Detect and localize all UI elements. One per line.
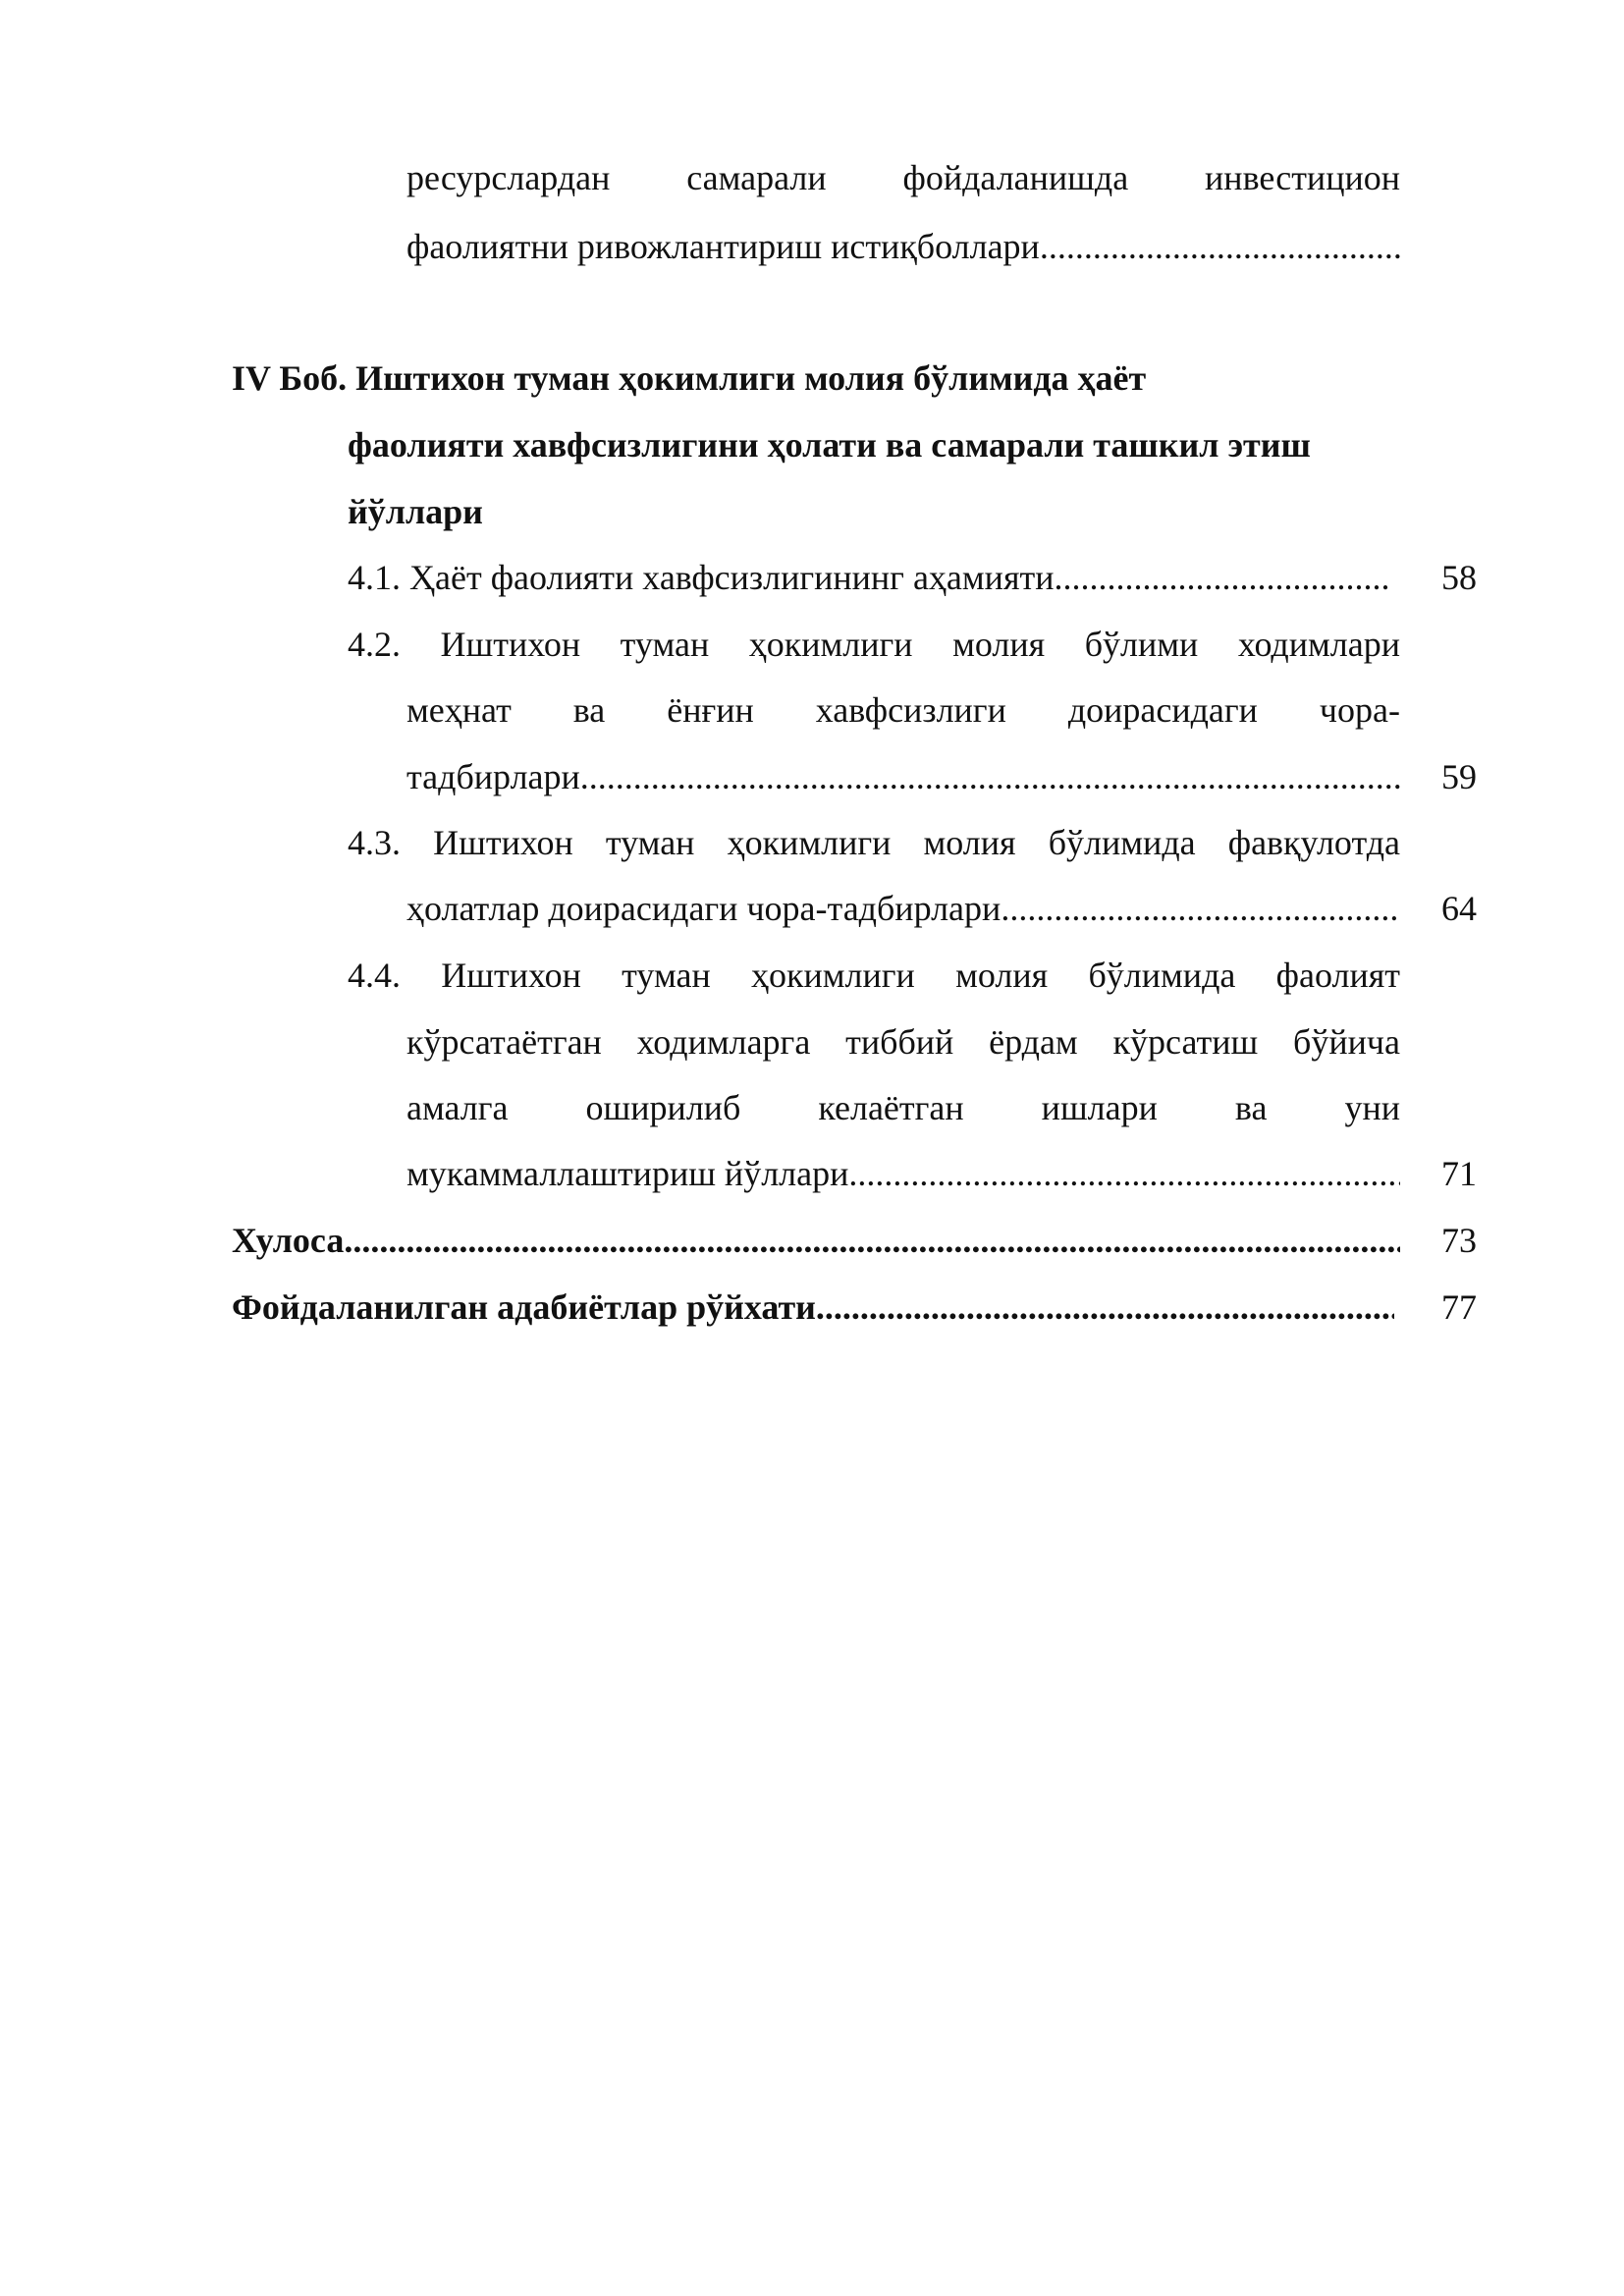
toc-entry-4-4-line4-text: мукаммаллаштириш йўллари <box>406 1154 849 1193</box>
chapter-4-title-line3: йўллари <box>348 492 483 531</box>
toc-entry-4-2-line3-text: тадбирлари <box>406 757 580 796</box>
toc-entry-4-1-text: 4.1. Ҳаёт фаолияти хавфсизлигининг аҳамияти <box>348 558 1055 597</box>
prev-entry-line1: ресурслардан самарали фойдаланишда инвестицион <box>406 158 1400 197</box>
dot-leader <box>580 754 1400 799</box>
chapter-4-title-line2: фаолияти хавфсизлигини ҳолати ва самарали ташкил этиш <box>348 425 1311 465</box>
toc-entry-4-3-line2 <box>406 886 1400 931</box>
toc-entry-4-3-line2-text: ҳолатлар доирасидаги чора-тадбирлари <box>406 889 1001 928</box>
toc-entry-conclusion-text: Хулоса <box>232 1221 345 1260</box>
dot-leader <box>1055 555 1390 600</box>
toc-entry-4-1-page: 58 <box>1441 558 1477 597</box>
prev-entry-line2 <box>406 224 1400 269</box>
toc-entry-4-2-line2: меҳнат ва ёнғин хавфсизлиги доирасидаги чора- <box>406 690 1400 730</box>
dot-leader <box>344 1218 1400 1263</box>
toc-entry-references-text: Фойдаланилган адабиётлар рўйхати <box>232 1287 816 1327</box>
prev-entry-line2-text: фаолиятни ривожлантириш истиқболлари <box>406 227 1040 266</box>
toc-entry-4-4-line1[interactable]: 4.4. Иштихон туман ҳокимлиги молия бўлимида фаолият <box>348 956 1400 995</box>
chapter-4-title-line1: IV Боб. Иштихон туман ҳокимлиги молия бўлимида ҳаёт <box>232 358 1147 398</box>
toc-entry-4-4-line3: амалга оширилиб келаётган ишлари ва уни <box>406 1088 1400 1127</box>
dot-leader <box>1040 224 1400 269</box>
dot-leader <box>848 1151 1400 1196</box>
toc-entry-4-4-page: 71 <box>1441 1154 1477 1193</box>
toc-entry-4-2-line3 <box>406 754 1400 799</box>
toc-entry-4-2-page: 59 <box>1441 757 1477 796</box>
toc-entry-4-4-line4 <box>406 1151 1400 1196</box>
toc-entry-references[interactable] <box>232 1285 1394 1330</box>
dot-leader <box>1001 886 1400 931</box>
toc-entry-conclusion-page: 73 <box>1441 1221 1477 1260</box>
toc-entry-4-3-page: 64 <box>1441 889 1477 928</box>
toc-entry-conclusion[interactable] <box>232 1218 1400 1263</box>
toc-entry-4-4-line2: кўрсатаётган ходимларга тиббий ёрдам кўрсатиш бўйича <box>406 1022 1400 1062</box>
toc-entry-references-page: 77 <box>1441 1287 1477 1327</box>
toc-entry-4-1[interactable] <box>348 555 1390 600</box>
toc-entry-4-2-line1[interactable]: 4.2. Иштихон туман ҳокимлиги молия бўлими ходимлари <box>348 625 1400 664</box>
dot-leader <box>816 1285 1394 1330</box>
toc-entry-4-3-line1[interactable]: 4.3. Иштихон туман ҳокимлиги молия бўлимида фавқулотда <box>348 823 1400 862</box>
